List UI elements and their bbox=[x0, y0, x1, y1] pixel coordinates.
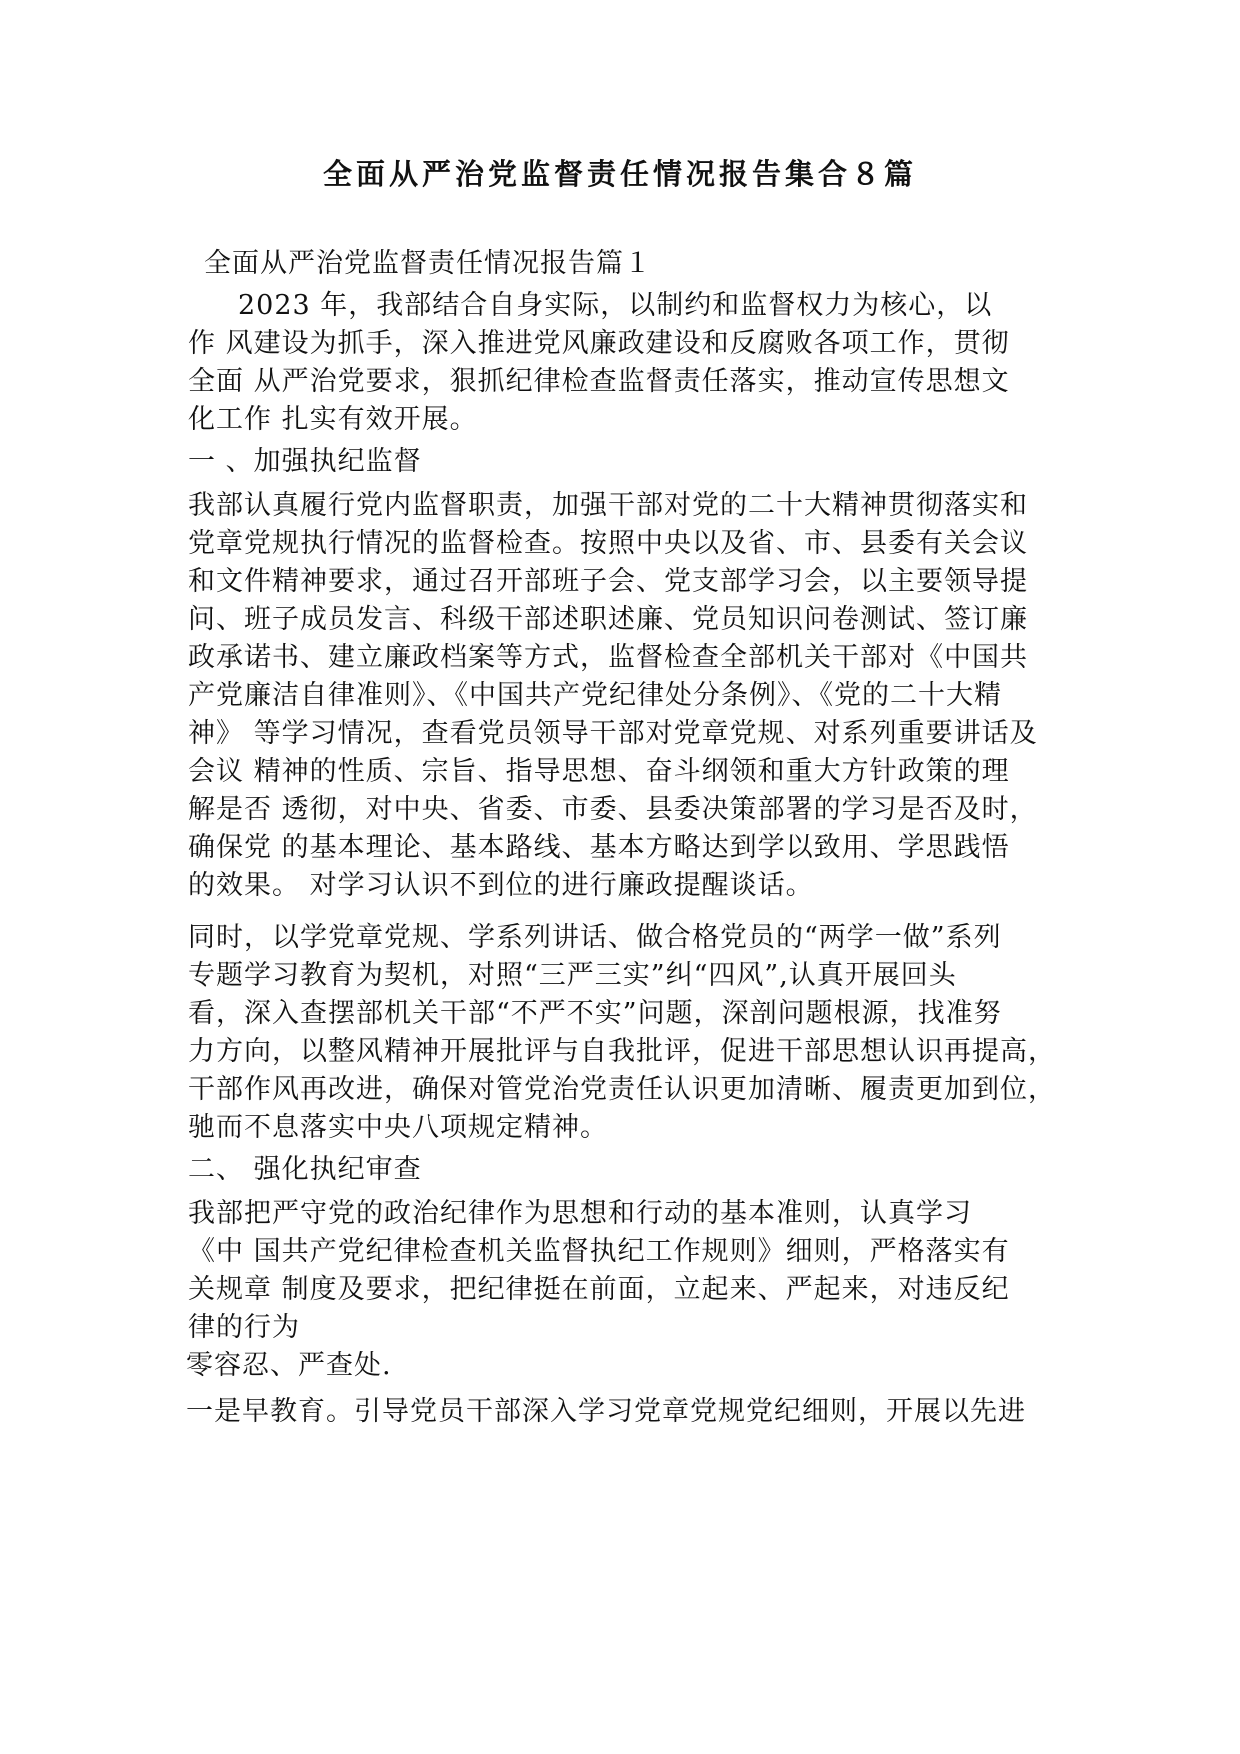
paragraph-line: 驰而不息落实中央八项规定精神。 bbox=[188, 1112, 608, 1143]
section-heading: 二、 强化执纪审查 bbox=[188, 1154, 422, 1185]
section-heading: 全面从严治党监督责任情况报告篇１ bbox=[204, 248, 652, 279]
paragraph-line: 作 风建设为抓手，深入推进党风廉政建设和反腐败各项工作，贯彻 bbox=[188, 328, 1010, 359]
paragraph-line: 干部作风再改进，确保对管党治党责任认识更加清晰、履责更加到位， bbox=[188, 1074, 1056, 1105]
document-title: 全面从严治党监督责任情况报告集合８篇 bbox=[322, 157, 917, 191]
paragraph-line: 专题学习教育为契机，对照“三严三实”纠“四风”,认真开展回头 bbox=[188, 960, 957, 991]
paragraph-line: 确保党 的基本理论、基本路线、基本方略达到学以致用、学思践悟 bbox=[188, 832, 1010, 863]
paragraph-line: 一是早教育。引导党员干部深入学习党章党规党纪细则，开展以先进 bbox=[186, 1396, 1026, 1427]
paragraph-line: 产党廉洁自律准则》、《中国共产党纪律处分条例》、《党的二十大精 bbox=[188, 680, 1002, 711]
paragraph-line: 的效果。 对学习认识不到位的进行廉政提醒谈话。 bbox=[188, 870, 814, 901]
paragraph-line: 和文件精神要求，通过召开部班子会、党支部学习会，以主要领导提 bbox=[188, 566, 1028, 597]
paragraph-line: 看，深入查摆部机关干部“不严不实”问题，深剖问题根源，找准努 bbox=[188, 998, 1002, 1029]
paragraph-line: 律的行为 bbox=[188, 1312, 300, 1343]
paragraph-line: 关规章 制度及要求，把纪律挺在前面，立起来、严起来，对违反纪 bbox=[188, 1274, 1010, 1305]
paragraph-line: 神》 等学习情况，查看党员领导干部对党章党规、对系列重要讲话及 bbox=[188, 718, 1038, 749]
paragraph-line: 解是否 透彻，对中央、省委、市委、县委决策部署的学习是否及时， bbox=[188, 794, 1038, 825]
paragraph-line: 问、班子成员发言、科级干部述职述廉、党员知识问卷测试、签订廉 bbox=[188, 604, 1028, 635]
paragraph-line: 会议 精神的性质、宗旨、指导思想、奋斗纲领和重大方针政策的理 bbox=[188, 756, 1010, 787]
section-heading: 一 、加强执纪监督 bbox=[188, 446, 422, 477]
paragraph-line: 我部认真履行党内监督职责，加强干部对党的二十大精神贯彻落实和 bbox=[188, 490, 1028, 521]
paragraph-line: 化工作 扎实有效开展。 bbox=[188, 404, 478, 435]
paragraph-line: 零容忍、严查处. bbox=[186, 1350, 392, 1381]
paragraph-line: 2023 年，我部结合自身实际，以制约和监督权力为核心，以 bbox=[238, 290, 993, 321]
paragraph-line: 党章党规执行情况的监督检查。按照中央以及省、市、县委有关会议 bbox=[188, 528, 1028, 559]
paragraph-line: 全面 从严治党要求，狠抓纪律检查监督责任落实，推动宣传思想文 bbox=[188, 366, 1010, 397]
paragraph-line: 同时，以学党章党规、学系列讲话、做合格党员的“两学一做”系列 bbox=[188, 922, 1002, 953]
paragraph-line: 我部把严守党的政治纪律作为思想和行动的基本准则，认真学习 bbox=[188, 1198, 972, 1229]
paragraph-line: 力方向，以整风精神开展批评与自我批评，促进干部思想认识再提高， bbox=[188, 1036, 1056, 1067]
paragraph-line: 政承诺书、建立廉政档案等方式，监督检查全部机关干部对《中国共 bbox=[188, 642, 1028, 673]
paragraph-line: 《中 国共产党纪律检查机关监督执纪工作规则》细则，严格落实有 bbox=[188, 1236, 1010, 1267]
